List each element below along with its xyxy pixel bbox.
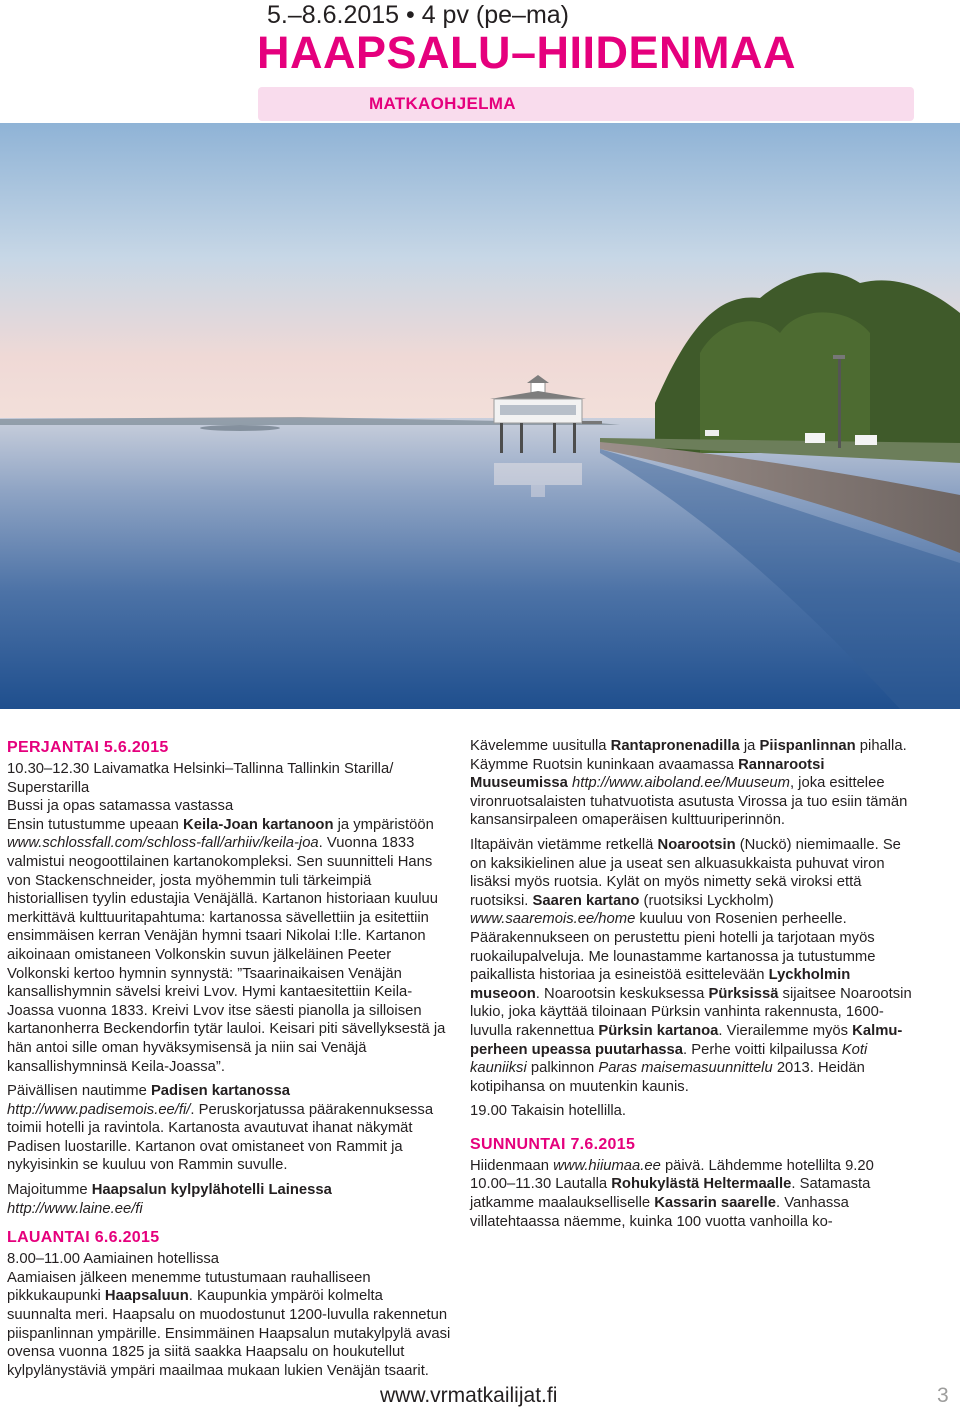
saaremois-link[interactable]: www.saaremois.ee/home: [470, 911, 636, 928]
hiiumaa-link[interactable]: www.hiiumaa.ee: [553, 1157, 661, 1174]
photo-illustration: [0, 123, 960, 709]
footer-website-link[interactable]: www.vrmatkailijat.fi: [380, 1384, 558, 1407]
saturday-return: 19.00 Takaisin hotellilla.: [470, 1103, 627, 1120]
program-banner: [258, 87, 914, 121]
saturday-promenade: Kävelemme uusitulla Rantapronenadilla ja Piispanlinnan pihalla. Käymme Ruotsin kuninkaan avaamassa Rannarootsi Muuseumissa http://www.aiboland.ee/Muuseum, joka esittelee vironruotsalaisten tuhatvuotista asutusta Virossa ja tuo esiin tämän kansansirpaleen omaperäisen kulttuuriperinnön.: [470, 738, 908, 829]
trip-dates: 5.–8.6.2015 • 4 pv (pe–ma): [267, 1, 570, 29]
saturday-breakfast: 8.00–11.00 Aamiainen hotellissa: [7, 1251, 219, 1268]
left-column: [7, 738, 451, 1386]
hero-photo: [0, 123, 960, 709]
banner-label: MATKAOHJELMA: [369, 94, 516, 113]
sunday-ferry: 10.00–11.30 Lautalla Rohukylästä Heltermaalle. Satamasta jatkamme maalaukselliselle Kassarin saarelle. Vanhassa villatehtaassa näemme, kuinka 100 vuotta vanhoilla ko-: [470, 1176, 871, 1230]
page-number: 3: [937, 1384, 949, 1407]
keila-joa-link[interactable]: www.schlossfall.com/schloss-fall/arhiiv/keila-joa: [7, 835, 319, 852]
friday-heading: PERJANTAI 5.6.2015: [7, 739, 169, 756]
friday-ferry: 10.30–12.30 Laivamatka Helsinki–Tallinna Tallinkin Starilla/ Superstarilla: [7, 761, 394, 796]
saturday-haapsalu: Aamiaisen jälkeen menemme tutustumaan rauhalliseen pikkukaupunki Haapsaluun. Kaupunkia ympäröi kolmelta suunnalta meri. Haapsalu on muodostunut 1200-luvulla rakennetun piispanlinnan ympärille. Ensimmäinen Haapsalun mutakylpylä avasi ovensa vuonna 1825 ja siitä saakka Haapsalu on houkutellut kylpylänystäviä ympäri maailmaa mukaan lukien Venäjän tsaarit.: [7, 1269, 451, 1379]
friday-bus: Bussi ja opas satamassa vastassa: [7, 798, 234, 815]
sunday-hiiumaa: Hiidenmaan www.hiiumaa.ee päivä. Lähdemme hotellilta 9.20: [470, 1157, 874, 1174]
friday-keila-joa: Ensin tutustumme upeaan Keila-Joan kartanoon ja ympäristöön www.schlossfall.com/schloss-fall/arhiiv/keila-joa. Vuonna 1833 valmistui neogoottilainen kartanokompleksi. Sen suunnitteli Hans von Stackenschneider, josta myöhemmin tuli tärkeimpiä historiallisen tyylin edustajia Venäjällä. Kartanon historiaan kuuluu merkittävä kulttuuritapahtuma: kartanossa sävellettiin ja esitettiin ensimmäisen kerran Venäjän hymni tsaari Nikolai I:lle. Kartanon aikoinaan omistaneen Volkonskin suvun jälkeläinen Peeter Volkonski kertoo hymnin synnystä: ”Tsaarinaikaisen Venäjän kansallishymnin sävelsi kreivi Lvov. Hymi kantaesitettiin Keila-Joassa vuonna 1833. Kreivi Lvov itse säesti pianolla ja silloisen kartanonherra Beckendorfin tytär lauloi. Keisari piti sävellyksestä ja hän antoi sille oman hyväksymisensä ja niin sai Venäjä kansallishymninsä Keila-Joassa”.: [7, 816, 446, 1075]
friday-hotel: Majoitumme Haapsalun kylpylähotelli Lainessa http://www.laine.ee/fi: [7, 1182, 332, 1217]
friday-padise: Päivällisen nautimme Padisen kartanossa http://www.padisemois.ee/fi/. Peruskorjatussa päärakennuksessa toimii hotelli ja ravintola. Kartanosta avautuvat ihanat näkymät Padisen luostarille. Kartanon ovat omistaneet von Rammit ja nykyisinkin se kuuluu von Rammin suvulle.: [7, 1083, 434, 1174]
laine-link[interactable]: http://www.laine.ee/fi: [7, 1200, 143, 1217]
sunday-heading: SUNNUNTAI 7.6.2015: [470, 1135, 636, 1153]
saturday-noarootsi: Iltapäivän vietämme retkellä Noarootsin (Nuckö) niemimaalle. Se on kaksikielinen alue ja useat sen alkuasukkaista puhuvat viron lisäksi myös ruotsia. Kylät on myös nimetty sekä viroksi että ruotsiksi. Saaren kartano (ruotsiksi Lyckholm) www.saaremois.ee/home kuuluu von Rosenien perheelle. Päärakennukseen on perustettu pieni hotelli ja tarjotaan myös ruokailupalveluja. Me lounastamme kartanossa ja tutustumme paikallista historiaa ja esineistöä esittelevään Lyckholmin museoon. Noarootsin keskuksessa Pürksissä sijaitsee Noarootsin lukio, joka käyttää tiloinaan Pürksin vanhinta rakennusta, 1600-luvulla rakennettua Pürksin kartanoa. Vierailemme myös Kalmu-perheen upeassa puutarhassa. Perhe voitti kilpailussa Koti kauniiksi palkinnon Paras maisemasuunnittelu 2013. Heidän kotipihansa on muutenkin kaunis.: [470, 836, 912, 1095]
saturday-heading: LAUANTAI 6.6.2015: [7, 1229, 160, 1247]
right-column: [470, 737, 918, 1237]
page-title: HAAPSALU–HIIDENMAA: [257, 27, 797, 78]
padise-link[interactable]: http://www.padisemois.ee/fi/: [7, 1101, 191, 1118]
aiboland-link[interactable]: http://www.aiboland.ee/Muuseum: [571, 775, 790, 792]
